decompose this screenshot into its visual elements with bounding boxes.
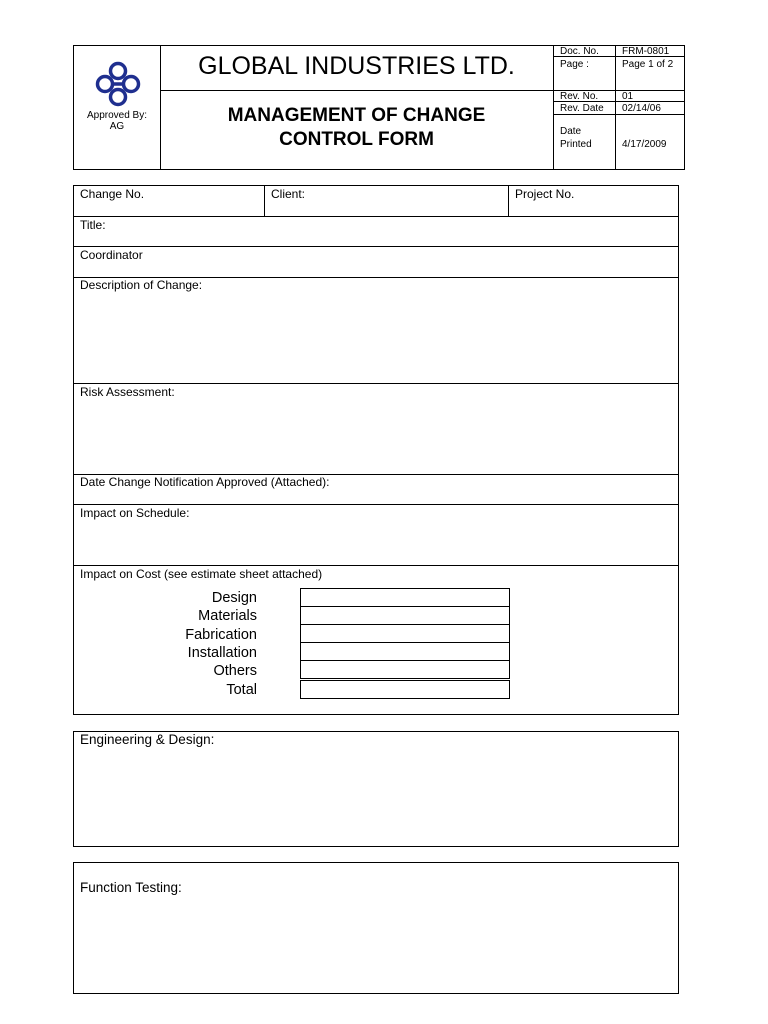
cost-design-input[interactable] xyxy=(300,588,510,607)
coordinator-field[interactable]: Coordinator xyxy=(80,248,143,262)
engineering-design-section[interactable] xyxy=(73,731,679,847)
cost-materials-label: Materials xyxy=(198,608,257,624)
company-logo-icon xyxy=(92,58,144,110)
function-testing-label: Function Testing: xyxy=(80,880,182,895)
rev-date-label: Rev. Date xyxy=(560,103,604,114)
doc-no-label: Doc. No. xyxy=(560,46,599,57)
approved-by-value: AG xyxy=(109,121,125,132)
notification-approved-field[interactable]: Date Change Notification Approved (Attached): xyxy=(80,475,330,489)
function-testing-section[interactable] xyxy=(73,862,679,994)
form-title-line2: CONTROL FORM xyxy=(279,129,434,150)
cost-others-input[interactable] xyxy=(300,660,510,679)
date-printed-value: 4/17/2009 xyxy=(622,139,667,150)
description-field[interactable]: Description of Change: xyxy=(80,278,203,292)
page-value: Page 1 of 2 xyxy=(622,59,674,70)
cost-fabrication-label: Fabrication xyxy=(185,627,257,643)
project-no-field[interactable]: Project No. xyxy=(515,187,575,201)
form-title-line1: MANAGEMENT OF CHANGE xyxy=(227,105,486,126)
cost-total-input[interactable] xyxy=(300,680,510,699)
impact-schedule-field[interactable]: Impact on Schedule: xyxy=(80,506,190,520)
cost-others-label: Others xyxy=(213,663,257,679)
rev-date-value: 02/14/06 xyxy=(622,103,661,114)
cost-fabrication-input[interactable] xyxy=(300,624,510,643)
approved-by-label: Approved By: xyxy=(86,110,148,121)
page-label: Page : xyxy=(560,59,589,70)
impact-cost-label: Impact on Cost (see estimate sheet attached) xyxy=(80,567,323,581)
doc-no-value: FRM-0801 xyxy=(622,46,670,57)
company-name: GLOBAL INDUSTRIES LTD. xyxy=(198,52,515,80)
title-field[interactable]: Title: xyxy=(80,218,106,232)
cost-materials-input[interactable] xyxy=(300,606,510,625)
form-header xyxy=(73,45,685,170)
date-printed-label-line2: Printed xyxy=(560,139,592,150)
cost-total-label: Total xyxy=(226,682,257,698)
cost-installation-input[interactable] xyxy=(300,642,510,661)
change-details-form xyxy=(73,185,679,715)
logo-cell xyxy=(74,46,160,169)
rev-no-value: 01 xyxy=(622,91,634,102)
risk-assessment-field[interactable]: Risk Assessment: xyxy=(80,385,175,399)
client-field[interactable]: Client: xyxy=(271,187,306,201)
date-printed-label-line1: Date xyxy=(560,126,582,137)
rev-no-label: Rev. No. xyxy=(560,91,599,102)
engineering-design-label: Engineering & Design: xyxy=(80,732,215,747)
cost-design-label: Design xyxy=(211,590,257,606)
change-no-field[interactable]: Change No. xyxy=(80,187,145,201)
cost-installation-label: Installation xyxy=(187,645,257,661)
